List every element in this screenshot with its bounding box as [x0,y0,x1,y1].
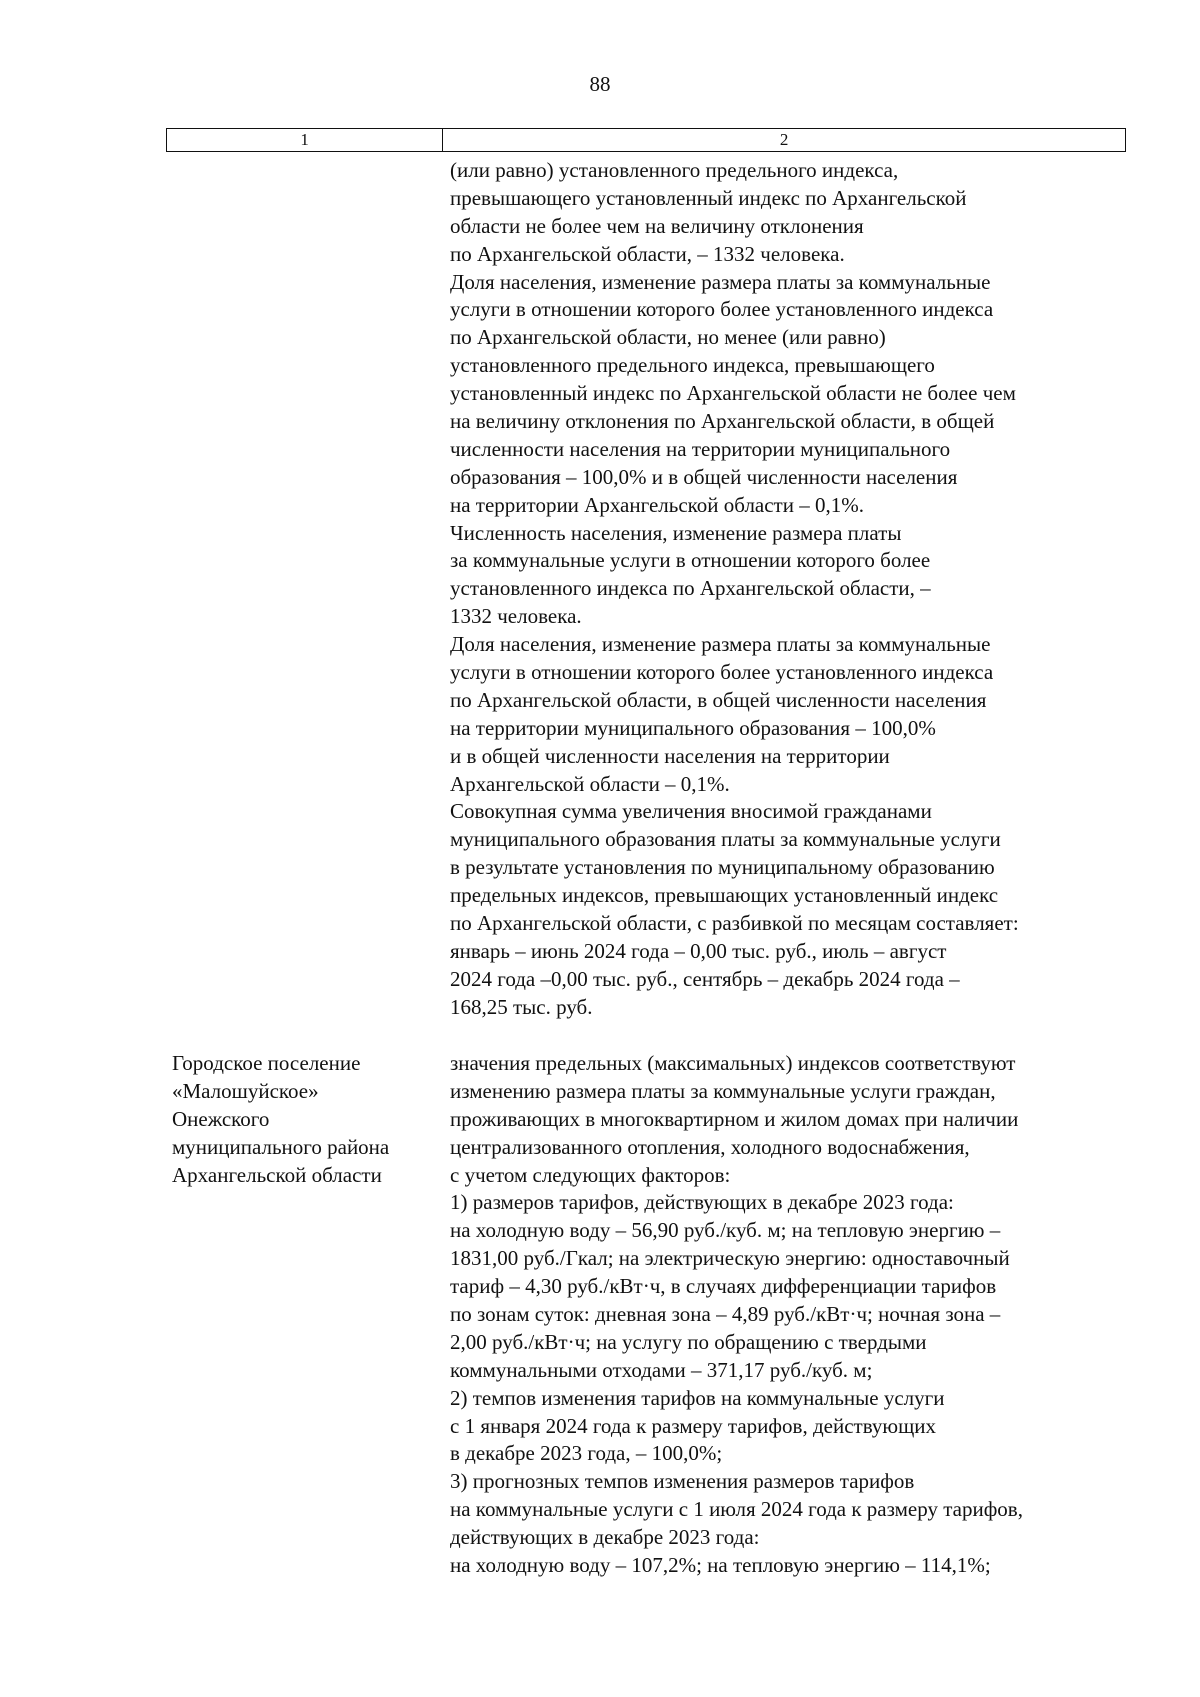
text-line: услуги в отношении которого более установленного индекса [450,660,994,685]
text-line: по Архангельской области, с разбивкой по месяцам составляет: [450,911,1019,936]
text-line: по Архангельской области, – 1332 человека. [450,241,845,266]
text-line: изменению размера платы за коммунальные услуги граждан, [450,1078,996,1103]
text-line: по Архангельской области, но менее (или равно) [450,325,886,350]
text-line: области не более чем на величину отклонения [450,213,864,238]
municipality-line: Городское поселение [172,1051,361,1075]
text-line: действующих в декабре 2023 года: [450,1525,760,1550]
text-line: 1) размеров тарифов, действующих в декабре 2023 года: [450,1190,954,1215]
text-line: в декабре 2023 года, – 100,0%; [450,1441,723,1466]
text-line: 168,25 тыс. руб. [450,994,593,1019]
table-header [166,128,1126,152]
text-line: с 1 января 2024 года к размеру тарифов, действующих [450,1413,936,1438]
text-line: на коммунальные услуги с 1 июля 2024 года к размеру тарифов, [450,1497,1023,1522]
text-line: 2024 года –0,00 тыс. руб., сентябрь – декабрь 2024 года – [450,966,960,991]
text-line: коммунальными отходами – 371,17 руб./куб. м; [450,1357,873,1382]
municipality-line: Онежского [172,1106,270,1131]
text-line: Доля населения, изменение размера платы за коммунальные [450,269,991,294]
text-line: в результате установления по муниципальному образованию [450,855,995,880]
text-line: на территории Архангельской области – 0,1%. [450,492,864,517]
municipality-line: муниципального района [172,1134,390,1159]
second-row-description [450,1050,1023,1580]
text-line: (или равно) установленного предельного индекса, [450,158,899,182]
text-line: превышающего установленный индекс по Архангельской [450,185,967,210]
text-line: за коммунальные услуги в отношении которого более [450,548,931,573]
text-line: проживающих в многоквартирном и жилом домах при наличии [450,1106,1019,1131]
text-line: январь – июнь 2024 года – 0,00 тыс. руб., июль – август [450,938,947,963]
text-line: установленного предельного индекса, превышающего [450,353,935,378]
text-line: установленного индекса по Архангельской области, – [450,576,931,601]
column-number-2: 2 [443,129,1126,152]
text-line: на территории муниципального образования – 100,0% [450,715,936,740]
text-line: образования – 100,0% и в общей численности населения [450,464,958,489]
text-line: и в общей численности населения на территории [450,743,890,768]
municipality-line: «Малошуйское» [172,1078,319,1103]
text-line: Доля населения, изменение размера платы за коммунальные [450,632,991,657]
text-line: на холодную воду – 107,2%; на тепловую энергию – 114,1%; [450,1553,991,1578]
text-line: с учетом следующих факторов: [450,1162,731,1187]
text-line: на холодную воду – 56,90 руб./куб. м; на тепловую энергию – [450,1218,1001,1243]
text-line: 2) темпов изменения тарифов на коммунальные услуги [450,1385,945,1410]
text-line: по зонам суток: дневная зона – 4,89 руб./кВт·ч; ночная зона – [450,1302,1001,1327]
text-line: 2,00 руб./кВт·ч; на услугу по обращению с твердыми [450,1329,927,1354]
page-number: 88 [589,72,611,96]
column-number-1: 1 [167,129,443,152]
text-line: Совокупная сумма увеличения вносимой гражданами [450,799,932,824]
text-line: предельных индексов, превышающих установленный индекс [450,883,999,908]
municipality-line: Архангельской области [172,1162,382,1187]
text-line: тариф – 4,30 руб./кВт·ч, в случаях дифференциации тарифов [450,1274,997,1299]
text-line: по Архангельской области, в общей численности населения [450,687,987,712]
text-line: на величину отклонения по Архангельской области, в общей [450,409,995,434]
text-line: 1332 человека. [450,604,582,629]
text-line: 1831,00 руб./Гкал; на электрическую энергию: одноставочный [450,1246,1010,1271]
text-line: численности населения на территории муниципального [450,436,951,461]
first-row-description [450,157,1019,1022]
text-line: Архангельской области – 0,1%. [450,771,730,796]
text-line: значения предельных (максимальных) индексов соответствуют [450,1051,1016,1075]
text-line: муниципального образования платы за коммунальные услуги [450,827,1001,852]
text-line: установленный индекс по Архангельской области не более чем [450,381,1016,406]
text-line: 3) прогнозных темпов изменения размеров тарифов [450,1469,915,1494]
text-line: централизованного отопления, холодного водоснабжения, [450,1134,970,1159]
municipality-name [172,1050,389,1189]
text-line: услуги в отношении которого более установленного индекса [450,297,994,322]
text-line: Численность населения, изменение размера платы [450,520,902,545]
